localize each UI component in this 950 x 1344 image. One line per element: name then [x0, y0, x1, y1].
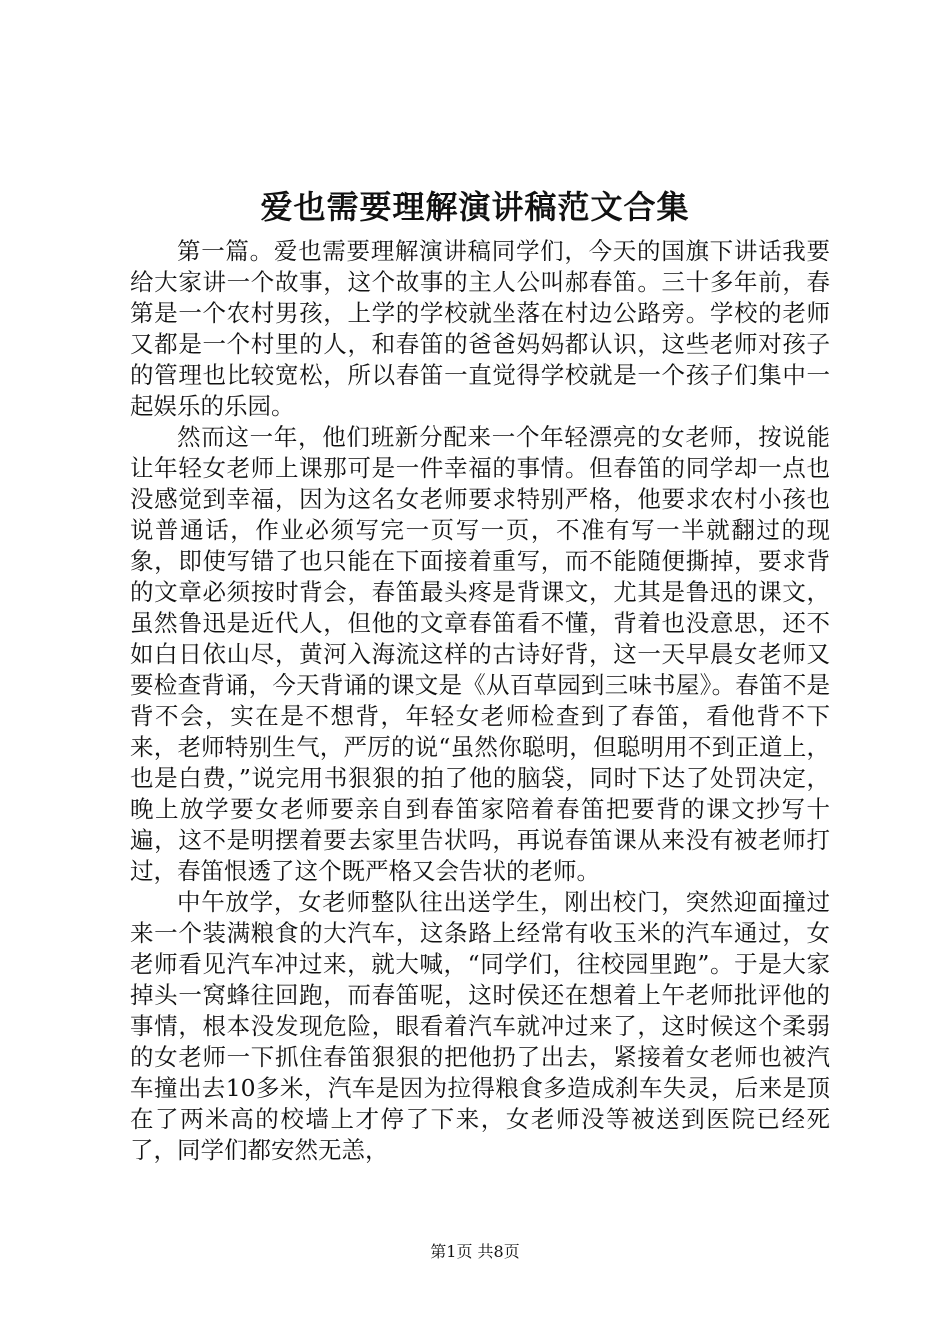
page-footer: 第1页 共8页: [430, 1242, 520, 1261]
paragraph: 然而这一年，他们班新分配来一个年轻漂亮的女老师，按说能让年轻女老师上课那可是一件幸福的事情。但春笛的同学却一点也没感觉到幸福，因为这名女老师要求特别严格，他要求农村小孩也说普通话，作业必须写完一页写一页，不准有写一半就翻过的现象，即使写错了也只能在下面接着重写，而不能随便撕掉，要求背的文章必须按时背会，春笛最头疼是背课文，尤其是鲁迅的课文，虽然鲁迅是近代人，但他的文章春笛看不懂，背着也没意思，还不如白日依山尽，黄河入海流这样的古诗好背，这一天早晨女老师又要检查背诵，今天背诵的课文是《从百草园到三味书屋》。春笛不是背不会，实在是不想背，年轻女老师检查到了春笛，看他背不下来，老师特别生气，严厉的说“虽然你聪明，但聪明用不到正道上，也是白费，”说完用书狠狠的拍了他的脑袋，同时下达了处罚决定，晚上放学要女老师要亲自到春笛家陪着春笛把要背的课文抄写十遍，这不是明摆着要去家里告状吗，再说春笛课从来没有被老师打过，春笛恨透了这个既严格又会告状的老师。: [130, 423, 830, 885]
document-title: 爱也需要理解演讲稿范文合集: [260, 188, 690, 226]
paragraph: 中午放学，女老师整队往出送学生，刚出校门，突然迎面撞过来一个装满粮食的大汽车，这条路上经常有收玉米的汽车通过，女老师看见汽车冲过来，就大喊，“同学们，往校园里跑”。于是大家掉头一窝蜂往回跑，而春笛呢，这时侯还在想着上午老师批评他的事情，根本没发现危险，眼看着汽车就冲过来了，这时候这个柔弱的女老师一下抓住春笛狠狠的把他扔了出去，紧接着女老师也被汽车撞出去10多米，汽车是因为拉得粮食多造成刹车失灵，后来是顶在了两米高的校墙上才停了下来，女老师没等被送到医院已经死了，同学们都安然无恙，: [130, 888, 830, 1164]
paragraph: 第一篇。爱也需要理解演讲稿同学们，今天的国旗下讲话我要给大家讲一个故事，这个故事的主人公叫郝春笛。三十多年前，春第是一个农村男孩，上学的学校就坐落在村边公路旁。学校的老师又都是一个村里的人，和春笛的爸爸妈妈都认识，这些老师对孩子的管理也比较宽松，所以春笛一直觉得学校就是一个孩子们集中一起娱乐的乐园。: [130, 237, 830, 420]
document-body: [130, 236, 830, 1166]
